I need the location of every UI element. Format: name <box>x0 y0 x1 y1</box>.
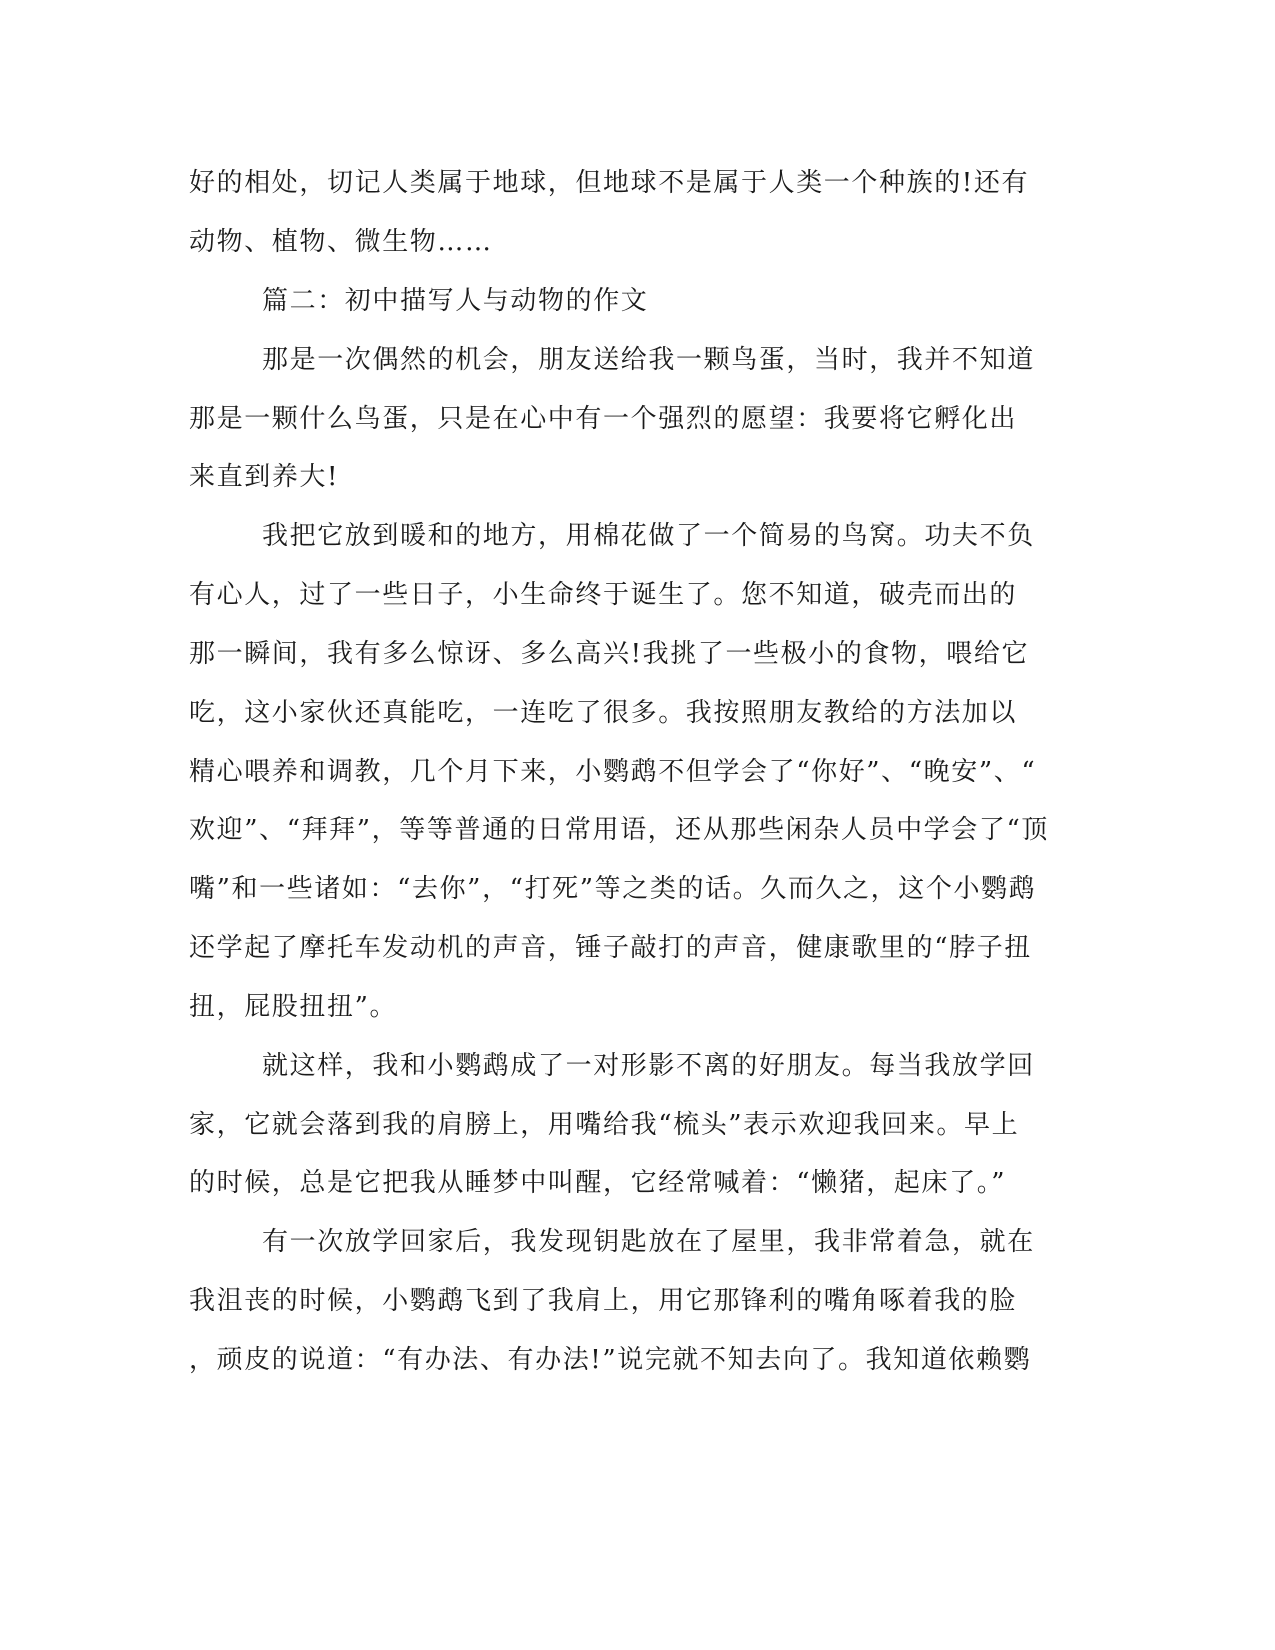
text-line: 好的相处，切记人类属于地球，但地球不是属于人类一个种族的!还有 <box>189 168 1030 198</box>
text-line: 精心喂养和调教，几个月下来，小鹦鹉不但学会了“你好”、“晚安”、“ <box>189 757 1037 787</box>
text-line: 那一瞬间，我有多么惊讶、多么高兴!我挑了一些极小的食物，喂给它 <box>189 639 1030 669</box>
text-line: ，顽皮的说道：“有办法、有办法!”说完就不知去向了。我知道依赖鹦 <box>189 1345 1032 1375</box>
text-line: 有心人，过了一些日子，小生命终于诞生了。您不知道，破壳而出的 <box>189 580 1018 610</box>
text-line: 我沮丧的时候，小鹦鹉飞到了我肩上，用它那锋利的嘴角啄着我的脸 <box>189 1286 1018 1316</box>
text-line: 来直到养大! <box>189 462 340 492</box>
text-line: 扭，屁股扭扭”。 <box>189 992 398 1022</box>
paragraph-start: 我把它放到暖和的地方，用棉花做了一个简易的鸟窝。功夫不负 <box>262 521 1035 551</box>
paragraph-start: 就这样，我和小鹦鹉成了一对形影不离的好朋友。每当我放学回 <box>262 1051 1035 1081</box>
text-line: 吃，这小家伙还真能吃，一连吃了很多。我按照朋友教给的方法加以 <box>189 698 1018 728</box>
text-line: 动物、植物、微生物…… <box>189 227 493 257</box>
text-line: 那是一颗什么鸟蛋，只是在心中有一个强烈的愿望：我要将它孵化出 <box>189 404 1018 434</box>
paragraph-start: 那是一次偶然的机会，朋友送给我一颗鸟蛋，当时，我并不知道 <box>262 345 1035 375</box>
text-line: 欢迎”、“拜拜”，等等普通的日常用语，还从那些闲杂人员中学会了“顶 <box>189 815 1049 845</box>
paragraph-start: 有一次放学回家后，我发现钥匙放在了屋里，我非常着急，就在 <box>262 1227 1035 1257</box>
text-line: 嘴”和一些诸如：“去你”，“打死”等之类的话。久而久之，这个小鹦鹉 <box>189 874 1037 904</box>
text-line: 的时候，总是它把我从睡梦中叫醒，它经常喊着：“懒猪，起床了。” <box>189 1168 1007 1198</box>
text-line: 家，它就会落到我的肩膀上，用嘴给我“梳头”表示欢迎我回来。早上 <box>189 1110 1020 1140</box>
text-line: 还学起了摩托车发动机的声音，锤子敲打的声音，健康歌里的“脖子扭 <box>189 933 1032 963</box>
section-heading: 篇二：初中描写人与动物的作文 <box>262 286 649 316</box>
